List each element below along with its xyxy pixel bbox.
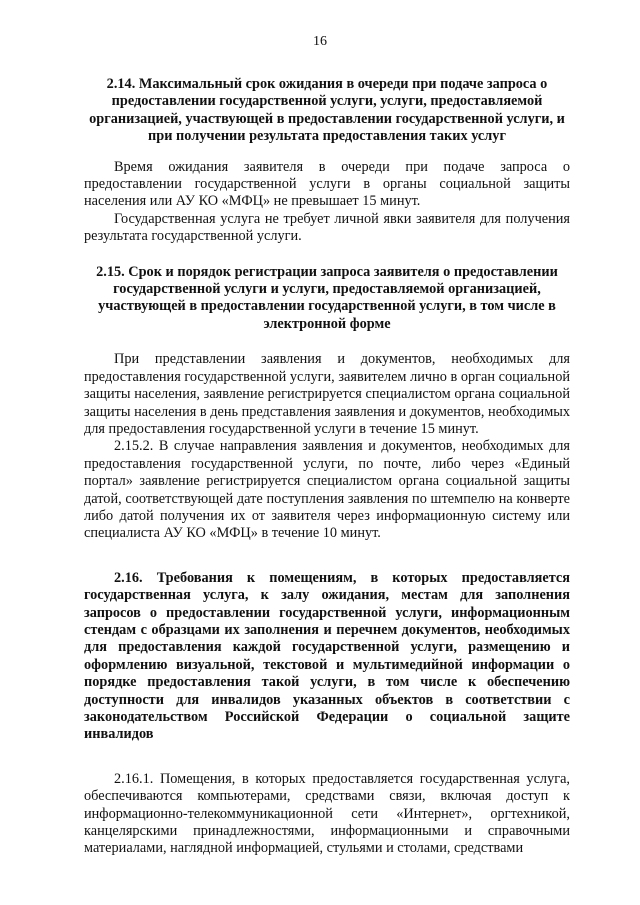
spacer <box>84 333 570 351</box>
spacer <box>84 543 570 570</box>
section-2-16-heading: 2.16. Требования к помещениям, в которых предоставляется государственная услуга, к залу ожидания, местам для заполнения запросов о предоставлении государственной услуги, информационным стендам с образцами их заполнения и перечнем документов, необходимых для предоставления каждой государственной услуги, размещению и оформлению визуальной, текстовой и мультимедийной информации о порядке предоставления такой услуги, в том числе к обеспечению доступности для инвалидов указанных объектов в соответствии с законодательством Российской Федерации о социальной защите инвалидов <box>84 569 570 743</box>
spacer <box>84 246 570 264</box>
section-2-14-heading: 2.14. Максимальный срок ожидания в очереди при подаче запроса о предоставлении государственной услуги, услуги, предоставляемой организацией, участвующей в предоставлении государственной услуги, и при получении результата предоставления таких услуг <box>89 76 565 145</box>
spacer <box>84 146 570 159</box>
section-2-16-paragraph-1: 2.16.1. Помещения, в которых предоставляется государственная услуга, обеспечиваются компьютерами, средствами связи, включая доступ к информационно-телекоммуникационной сети «Интернет», оргтехникой, канцелярскими принадлежностями, информационными и справочными материалами, наглядной информацией, стульями и столами, средствами <box>84 770 570 857</box>
section-2-15-paragraph-1: При представлении заявления и документов, необходимых для предоставления государственной услуги, заявителем лично в орган социальной защиты населения, заявление регистрируется специалистом органа социальной защиты населения в день представления заявления и документов, необходимых для предоставления государственной услуги в течение 15 минут. <box>84 351 570 437</box>
section-2-14-paragraph-2: Государственная услуга не требует личной явки заявителя для получения результата государственной услуги. <box>84 210 570 245</box>
page-number: 16 <box>313 34 327 49</box>
section-2-14-paragraph-1: Время ожидания заявителя в очереди при подаче запроса о предоставлении государственной услуги в органы социальной защиты населения или АУ КО «МФЦ» не превышает 15 минут. <box>84 158 570 210</box>
section-2-15-heading: 2.15. Срок и порядок регистрации запроса заявителя о предоставлении государственной услуги и услуги, предоставляемой организацией, участвующей в предоставлении государственной услуги, в том числе в электронной форме <box>96 263 558 332</box>
document-body <box>84 76 570 858</box>
spacer <box>84 744 570 771</box>
section-2-15-paragraph-2: 2.15.2. В случае направления заявления и документов, необходимых для предоставления государственной услуги, по почте, либо через «Единый портал» заявление регистрируется специалистом органа социальной защиты датой, соответствующей дате поступления заявления по штемпелю на конверте либо датой получения их от заявителя через информационную систему или специалиста АУ КО «МФЦ» в течение 10 минут. <box>84 438 570 542</box>
